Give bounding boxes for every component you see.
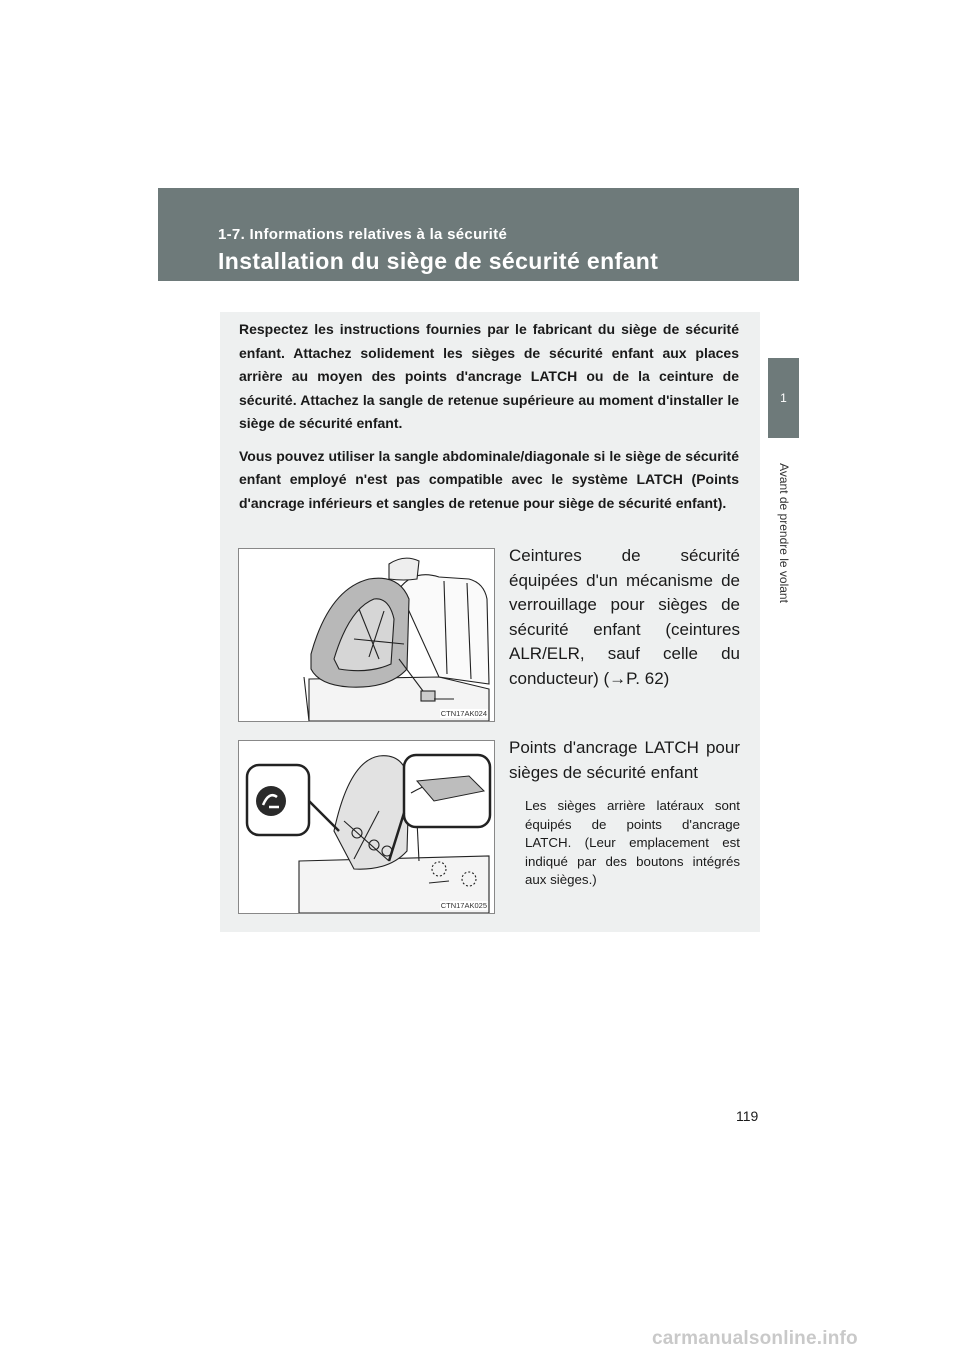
latch-anchor-description: Points d'ancrage LATCH pour sièges de sécurité enfant [509, 738, 740, 782]
child-seat-illustration [239, 549, 494, 721]
figure-seatbelt-child-seat [238, 548, 495, 722]
intro-text [239, 318, 739, 524]
watermark: carmanualsonline.info [652, 1328, 858, 1349]
latch-anchor-illustration [239, 741, 494, 913]
page-number: 119 [736, 1108, 759, 1124]
section-label: 1-7. Informations relatives à la sécurité [218, 226, 508, 243]
latch-anchor-note: Les sièges arrière latéraux sont équipés de points d'ancrage LATCH. (Leur emplacement est indiqué par des boutons intégrés aux sièges.) [525, 798, 740, 888]
chapter-header [158, 188, 799, 281]
side-tab-number: 1 [768, 358, 799, 438]
figure-code: CTN17AK025 [440, 901, 487, 910]
content-box [220, 312, 760, 932]
child-seat-symbol-icon [256, 786, 286, 816]
side-tab-label-text: Avant de prendre le volant [777, 463, 791, 603]
page-title: Installation du siège de sécurité enfant [218, 248, 659, 274]
side-tab-label [770, 447, 798, 619]
seatbelt-locking-description: Ceintures de sécurité équipées d'un mécanisme de verrouillage pour sièges de sécurité enfant (ceintures ALR/ELR, sauf celle du conducteur) (→P. 62) [509, 546, 740, 688]
figure-code: CTN17AK024 [440, 709, 487, 718]
intro-paragraph-2: Vous pouvez utiliser la sangle abdominale/diagonale si le siège de sécurité enfant employé n'est pas compatible avec le système LATCH (Points d'ancrage inférieurs et sangles de retenue pour siège de sécurité enfant). [239, 447, 739, 511]
intro-paragraph-1: Respectez les instructions fournies par le fabricant du siège de sécurité enfant. Attachez solidement les sièges de sécurité enfant aux places arrière au moyen des points d'ancrage LATCH ou de la ceinture de sécurité. Attachez la sangle de retenue supérieure au moment d'installer le siège de sécurité enfant. [239, 321, 739, 431]
figure-latch-anchors [238, 740, 495, 914]
